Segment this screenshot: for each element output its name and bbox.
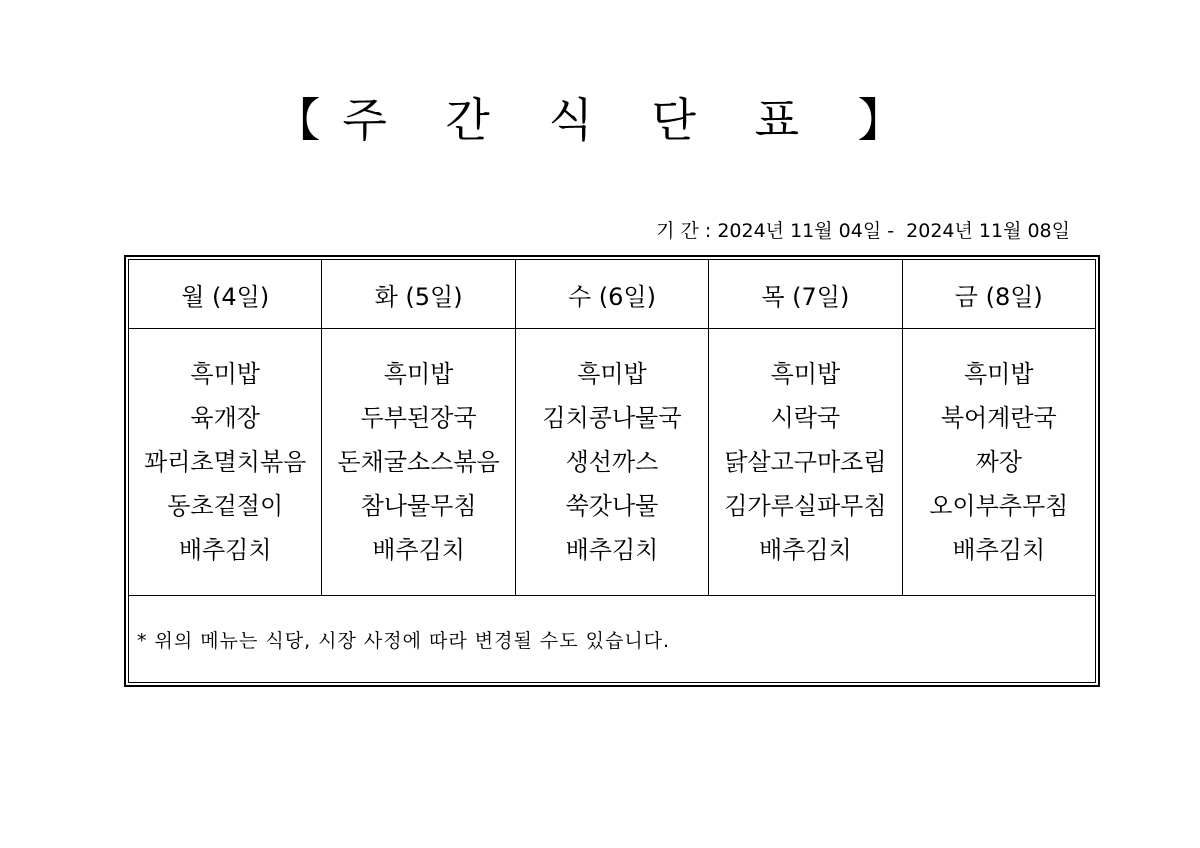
menu-period: 기 간 : 2024년 11월 04일 - 2024년 11월 08일 bbox=[656, 220, 1070, 242]
weekly-menu-table bbox=[128, 259, 1096, 683]
dish-item: 시락국 bbox=[770, 404, 841, 432]
dish-item: 흑미밥 bbox=[383, 360, 454, 388]
dish-item: 김치콩나물국 bbox=[542, 404, 682, 432]
day-header-fri: 금 (8일) bbox=[902, 260, 1095, 329]
menu-row bbox=[129, 329, 1096, 596]
dish-item: 두부된장국 bbox=[360, 404, 477, 432]
dish-item: 김가루실파무침 bbox=[724, 492, 887, 520]
menu-cell-wed bbox=[515, 329, 708, 596]
dish-item: 짜장 bbox=[975, 448, 1022, 476]
menu-cell-thu bbox=[709, 329, 902, 596]
day-header-mon: 월 (4일) bbox=[129, 260, 322, 329]
dish-item: 돈채굴소스볶음 bbox=[337, 448, 500, 476]
dish-item: 오이부추무침 bbox=[929, 492, 1069, 520]
dish-item: 동초겉절이 bbox=[167, 492, 284, 520]
page-title: 【주 간 식 단 표 】 bbox=[274, 93, 926, 147]
dish-item: 참나물무침 bbox=[360, 492, 477, 520]
dish-item: 꽈리초멸치볶음 bbox=[144, 448, 307, 476]
dish-item: 배추김치 bbox=[565, 536, 659, 564]
dish-item: 배추김치 bbox=[758, 536, 852, 564]
day-header-tue: 화 (5일) bbox=[322, 260, 515, 329]
day-header-thu: 목 (7일) bbox=[709, 260, 902, 329]
dish-item: 생선까스 bbox=[565, 448, 659, 476]
dish-item: 흑미밥 bbox=[770, 360, 841, 388]
dish-item: 배추김치 bbox=[952, 536, 1046, 564]
menu-table-frame bbox=[124, 255, 1100, 687]
menu-cell-fri bbox=[902, 329, 1095, 596]
dish-item: 흑미밥 bbox=[964, 360, 1034, 388]
dish-item: 쑥갓나물 bbox=[565, 492, 659, 520]
dish-item: 흑미밥 bbox=[190, 360, 260, 388]
day-header-row bbox=[129, 260, 1096, 329]
dish-item: 육개장 bbox=[190, 404, 260, 432]
note-row bbox=[129, 596, 1096, 683]
day-header-wed: 수 (6일) bbox=[515, 260, 708, 329]
dish-item: 흑미밥 bbox=[577, 360, 647, 388]
dish-item: 배추김치 bbox=[372, 536, 465, 564]
dish-item: 닭살고구마조림 bbox=[724, 448, 887, 476]
menu-cell-tue bbox=[322, 329, 515, 596]
menu-change-note: * 위의 메뉴는 식당, 시장 사정에 따라 변경될 수도 있습니다. bbox=[129, 596, 1096, 683]
dish-item: 배추김치 bbox=[178, 536, 272, 564]
menu-cell-mon bbox=[129, 329, 322, 596]
dish-item: 북어계란국 bbox=[940, 404, 1057, 432]
